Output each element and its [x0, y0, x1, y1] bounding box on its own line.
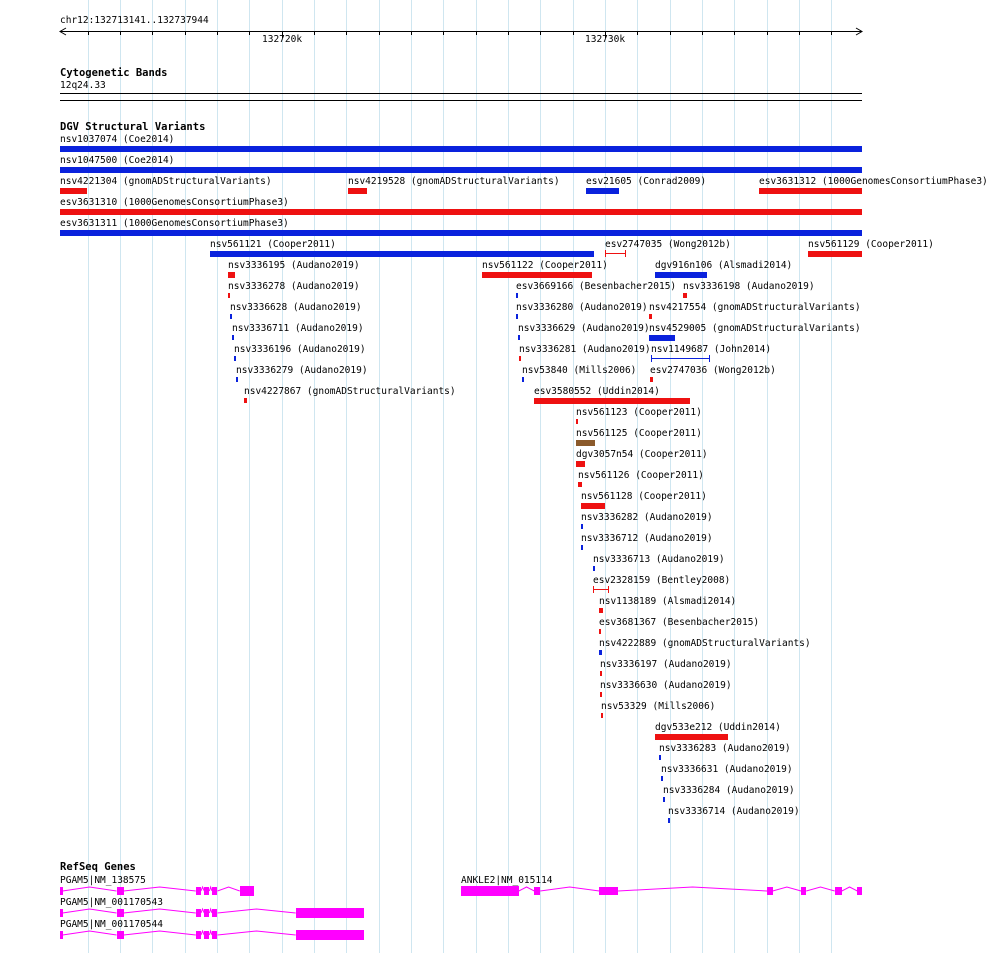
- transcript-model[interactable]: [60, 886, 254, 896]
- variant-label[interactable]: esv3631311 (1000GenomesConsortiumPhase3): [60, 218, 289, 229]
- variant-bar[interactable]: [683, 293, 687, 298]
- variant-span-line[interactable]: [605, 253, 626, 254]
- exon-block: [212, 909, 217, 917]
- variant-bar[interactable]: [210, 251, 594, 257]
- variant-span-end: [709, 355, 710, 362]
- exon-block: [117, 931, 124, 939]
- variant-bar[interactable]: [228, 272, 235, 278]
- intron-line: [209, 909, 212, 913]
- intron-line: [209, 887, 212, 891]
- variant-label[interactable]: nsv4219528 (gnomADStructuralVariants): [348, 176, 560, 187]
- variant-bar[interactable]: [649, 335, 675, 341]
- variant-label[interactable]: esv2328159 (Bentley2008): [593, 575, 731, 586]
- variant-label[interactable]: esv3631312 (1000GenomesConsortiumPhase3): [759, 176, 988, 187]
- grid-line: [379, 0, 380, 953]
- variant-bar[interactable]: [516, 293, 518, 298]
- variant-label[interactable]: nsv561129 (Cooper2011): [808, 239, 934, 250]
- variant-label[interactable]: esv3580552 (Uddin2014): [534, 386, 660, 397]
- variant-label[interactable]: nsv3336628 (Audano2019): [230, 302, 362, 313]
- exon-block: [196, 931, 201, 939]
- variant-bar[interactable]: [599, 629, 601, 634]
- variant-label[interactable]: esv3631310 (1000GenomesConsortiumPhase3): [60, 197, 289, 208]
- variant-bar[interactable]: [581, 503, 605, 509]
- variant-label[interactable]: dgv533e212 (Uddin2014): [655, 722, 781, 733]
- variant-bar[interactable]: [244, 398, 247, 403]
- variant-bar[interactable]: [522, 377, 524, 382]
- variant-span-end: [608, 586, 609, 593]
- variant-bar[interactable]: [482, 272, 592, 278]
- variant-label[interactable]: esv2747035 (Wong2012b): [605, 239, 731, 250]
- variant-span-line[interactable]: [593, 589, 609, 590]
- variant-bar[interactable]: [228, 293, 230, 298]
- exon-block: [534, 887, 540, 895]
- exon-block: [204, 909, 209, 917]
- variant-bar[interactable]: [236, 377, 238, 382]
- cytobands-track-title: Cytogenetic Bands: [60, 67, 168, 79]
- exon-block: [767, 887, 773, 895]
- exon-block: [296, 908, 364, 918]
- variant-bar[interactable]: [599, 650, 602, 655]
- intron-line: [519, 887, 535, 891]
- exon-block: [212, 931, 217, 939]
- exon-block: [296, 930, 364, 940]
- variant-bar[interactable]: [534, 398, 690, 404]
- variant-label[interactable]: nsv1047500 (Coe2014): [60, 155, 175, 166]
- variant-label[interactable]: esv21605 (Conrad2009): [586, 176, 707, 187]
- intron-line: [201, 887, 204, 891]
- grid-line: [540, 0, 541, 953]
- variant-bar[interactable]: [759, 188, 862, 194]
- exon-block: [801, 887, 806, 895]
- variant-bar[interactable]: [348, 188, 367, 194]
- grid-line: [831, 0, 832, 953]
- variant-label[interactable]: nsv1138189 (Alsmadi2014): [599, 596, 737, 607]
- intron-line: [201, 931, 204, 935]
- variant-bar[interactable]: [60, 209, 862, 215]
- variant-bar[interactable]: [516, 314, 518, 319]
- variant-bar[interactable]: [576, 461, 585, 467]
- variant-label[interactable]: nsv3336278 (Audano2019): [228, 281, 360, 292]
- transcript-label[interactable]: PGAM5|NM_001170544: [60, 919, 163, 930]
- grid-line: [282, 0, 283, 953]
- variant-span-end: [651, 355, 652, 362]
- variant-span-line[interactable]: [651, 358, 710, 359]
- grid-line: [476, 0, 477, 953]
- exon-block: [117, 909, 124, 917]
- grid-line: [249, 0, 250, 953]
- variant-bar[interactable]: [661, 776, 663, 781]
- exon-block: [60, 909, 63, 917]
- variant-bar[interactable]: [601, 713, 603, 718]
- cytoband-ideogram-top: [60, 93, 862, 94]
- refseq-track-title: RefSeq Genes: [60, 861, 136, 873]
- variant-bar[interactable]: [808, 251, 862, 257]
- variant-label[interactable]: nsv3336280 (Audano2019): [516, 302, 648, 313]
- variant-bar[interactable]: [581, 524, 583, 529]
- variant-label[interactable]: nsv561125 (Cooper2011): [576, 428, 702, 439]
- variant-label[interactable]: nsv3336284 (Audano2019): [663, 785, 795, 796]
- variant-label[interactable]: nsv3336712 (Audano2019): [581, 533, 713, 544]
- variant-label[interactable]: dgv916n106 (Alsmadi2014): [655, 260, 793, 271]
- variant-label[interactable]: nsv561126 (Cooper2011): [578, 470, 704, 481]
- variant-label[interactable]: nsv3336713 (Audano2019): [593, 554, 725, 565]
- variant-bar[interactable]: [593, 566, 595, 571]
- variant-bar[interactable]: [655, 272, 707, 278]
- variant-bar[interactable]: [586, 188, 619, 194]
- variant-label[interactable]: nsv4217554 (gnomADStructuralVariants): [649, 302, 861, 313]
- variant-label[interactable]: nsv53329 (Mills2006): [601, 701, 716, 712]
- variant-bar[interactable]: [668, 818, 670, 823]
- variant-span-end: [605, 250, 606, 257]
- variant-label[interactable]: nsv4529005 (gnomADStructuralVariants): [649, 323, 861, 334]
- variant-bar[interactable]: [578, 482, 582, 487]
- variant-label[interactable]: nsv3336714 (Audano2019): [668, 806, 800, 817]
- variant-bar[interactable]: [230, 314, 232, 319]
- grid-line: [314, 0, 315, 953]
- exon-block: [60, 887, 63, 895]
- variant-bar[interactable]: [60, 146, 862, 152]
- exon-block: [60, 931, 63, 939]
- transcript-model[interactable]: [60, 930, 364, 940]
- variant-label[interactable]: dgv3057n54 (Cooper2011): [576, 449, 708, 460]
- exon-block: [204, 931, 209, 939]
- variant-label[interactable]: nsv4222889 (gnomADStructuralVariants): [599, 638, 811, 649]
- variant-bar[interactable]: [234, 356, 236, 361]
- grid-line: [346, 0, 347, 953]
- exon-block: [204, 887, 209, 895]
- intron-line: [209, 931, 212, 935]
- ruler-tick-label: 132730k: [585, 34, 626, 45]
- variant-label[interactable]: esv2747036 (Wong2012b): [650, 365, 776, 376]
- exon-block: [212, 887, 217, 895]
- variant-bar[interactable]: [600, 692, 602, 697]
- variant-label[interactable]: nsv3336631 (Audano2019): [661, 764, 793, 775]
- grid-line: [443, 0, 444, 953]
- exon-block: [117, 887, 124, 895]
- intron-line: [124, 887, 196, 891]
- intron-line: [124, 909, 196, 913]
- variant-bar[interactable]: [518, 335, 520, 340]
- transcript-model[interactable]: [461, 886, 862, 896]
- grid-line: [573, 0, 574, 953]
- variant-label[interactable]: nsv3336629 (Audano2019): [518, 323, 650, 334]
- variant-label[interactable]: nsv3336279 (Audano2019): [236, 365, 368, 376]
- variant-label[interactable]: nsv3336197 (Audano2019): [600, 659, 732, 670]
- intron-line: [63, 909, 117, 913]
- intron-line: [63, 931, 117, 935]
- variant-bar[interactable]: [659, 755, 661, 760]
- transcript-label[interactable]: PGAM5|NM_138575: [60, 875, 146, 886]
- variant-span-end: [625, 250, 626, 257]
- grid-line: [411, 0, 412, 953]
- exon-block: [461, 886, 519, 896]
- variant-label[interactable]: nsv561122 (Cooper2011): [482, 260, 608, 271]
- dgv-track-title: DGV Structural Variants: [60, 121, 206, 133]
- intron-line: [806, 887, 834, 891]
- variant-label[interactable]: nsv3336281 (Audano2019): [519, 344, 651, 355]
- variant-bar[interactable]: [60, 167, 862, 173]
- variant-bar[interactable]: [60, 188, 87, 194]
- cytoband-ideogram-bottom: [60, 100, 862, 101]
- variant-label[interactable]: nsv561123 (Cooper2011): [576, 407, 702, 418]
- grid-line: [185, 0, 186, 953]
- variant-bar[interactable]: [650, 377, 653, 382]
- grid-line: [217, 0, 218, 953]
- variant-label[interactable]: nsv561121 (Cooper2011): [210, 239, 336, 250]
- intron-line: [201, 909, 204, 913]
- exon-block: [240, 886, 254, 896]
- cytoband-label: 12q24.33: [60, 80, 106, 91]
- variant-label[interactable]: nsv3336282 (Audano2019): [581, 512, 713, 523]
- variant-label[interactable]: nsv3336283 (Audano2019): [659, 743, 791, 754]
- intron-line: [217, 909, 295, 913]
- variant-label[interactable]: nsv53840 (Mills2006): [522, 365, 637, 376]
- variant-label[interactable]: esv3681367 (Besenbacher2015): [599, 617, 760, 628]
- variant-label[interactable]: nsv3336711 (Audano2019): [232, 323, 364, 334]
- intron-line: [217, 887, 239, 891]
- transcript-model[interactable]: [60, 908, 364, 918]
- intron-line: [217, 931, 295, 935]
- refseq-track[interactable]: [0, 873, 890, 953]
- variant-bar[interactable]: [576, 440, 595, 446]
- variant-bar[interactable]: [519, 356, 521, 361]
- intron-line: [842, 887, 858, 891]
- transcript-label[interactable]: PGAM5|NM_001170543: [60, 897, 163, 908]
- variant-label[interactable]: nsv3336630 (Audano2019): [600, 680, 732, 691]
- variant-label[interactable]: nsv3336196 (Audano2019): [234, 344, 366, 355]
- variant-bar[interactable]: [600, 671, 602, 676]
- intron-line: [618, 887, 767, 891]
- variant-label[interactable]: nsv4221304 (gnomADStructuralVariants): [60, 176, 272, 187]
- exon-block: [196, 909, 201, 917]
- exon-block: [196, 887, 201, 895]
- exon-block: [599, 887, 618, 895]
- variant-bar[interactable]: [663, 797, 665, 802]
- exon-block: [857, 887, 862, 895]
- variant-bar[interactable]: [649, 314, 652, 319]
- variant-label[interactable]: nsv1037074 (Coe2014): [60, 134, 175, 145]
- ruler-tick-label: 132720k: [262, 34, 303, 45]
- variant-bar[interactable]: [599, 608, 603, 613]
- variant-bar[interactable]: [581, 545, 583, 550]
- variant-bar[interactable]: [232, 335, 234, 340]
- variant-bar[interactable]: [655, 734, 728, 740]
- variant-label[interactable]: nsv3336195 (Audano2019): [228, 260, 360, 271]
- intron-line: [124, 931, 196, 935]
- variant-label[interactable]: nsv561128 (Cooper2011): [581, 491, 707, 502]
- intron-line: [63, 887, 117, 891]
- ruler[interactable]: [0, 0, 890, 50]
- variant-label[interactable]: nsv4227867 (gnomADStructuralVariants): [244, 386, 456, 397]
- location-label: chr12:132713141..132737944: [60, 15, 209, 26]
- variant-label[interactable]: nsv3336198 (Audano2019): [683, 281, 815, 292]
- exon-block: [835, 887, 842, 895]
- variant-label[interactable]: esv3669166 (Besenbacher2015): [516, 281, 677, 292]
- variant-span-end: [593, 586, 594, 593]
- variant-label[interactable]: nsv1149687 (John2014): [651, 344, 772, 355]
- transcript-label[interactable]: ANKLE2|NM_015114: [461, 875, 553, 886]
- variant-bar[interactable]: [60, 230, 862, 236]
- variant-bar[interactable]: [576, 419, 578, 424]
- grid-line: [508, 0, 509, 953]
- intron-line: [773, 887, 801, 891]
- intron-line: [540, 887, 599, 891]
